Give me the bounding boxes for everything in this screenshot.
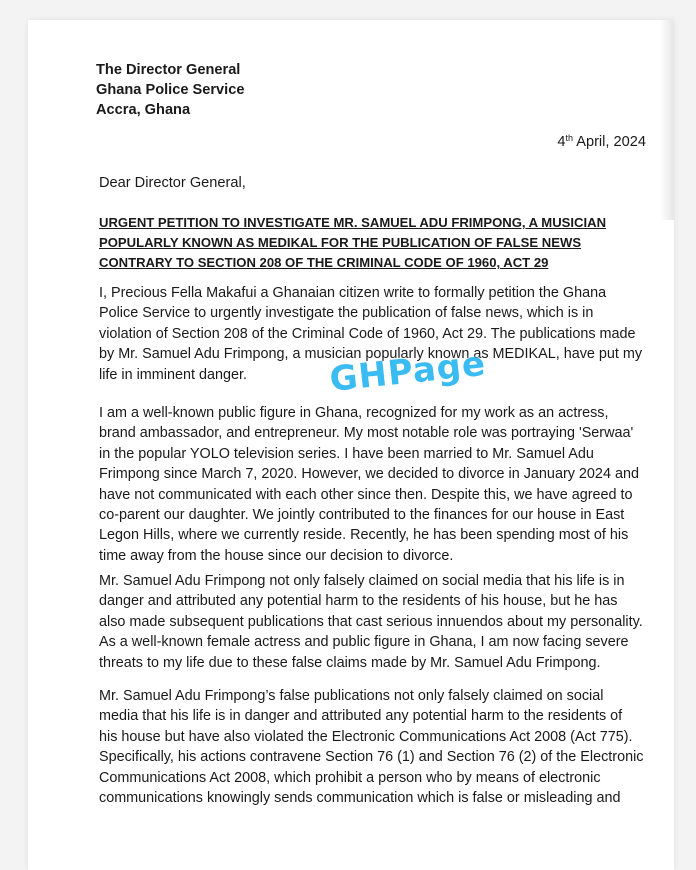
paragraph-line: his house but have also violated the Electronic Communications Act 2008 (Act 775). [99, 728, 633, 745]
paragraph-line: brand ambassador, and entrepreneur. My most notable role was portraying 'Serwaa' [99, 425, 634, 442]
paragraph-line: communications knowingly sends communication which is false or misleading and [99, 790, 621, 807]
date-month-year: April, 2024 [572, 134, 646, 150]
page-shadow [660, 20, 674, 220]
paragraph-line: As a well-known female actress and public figure in Ghana, I am now facing severe [99, 634, 629, 651]
subject-line: CONTRARY TO SECTION 208 OF THE CRIMINAL CODE OF 1960, ACT 29 [99, 255, 549, 270]
date-suffix: th [565, 133, 573, 143]
paragraph-line: violation of Section 208 of the Criminal Code of 1960, Act 29. The publications made [99, 325, 636, 342]
paragraph-line: Mr. Samuel Adu Frimpong’s false publications not only falsely claimed on social [99, 688, 604, 704]
paragraph-2 [99, 403, 659, 566]
ghpage-watermark: GHPage [327, 343, 488, 400]
paragraph-line: threats to my life due to these false claims made by Mr. Samuel Adu Frimpong. [99, 654, 601, 671]
letter-date [557, 133, 646, 150]
paragraph-line: Police Service to urgently investigate the publication of false news, which is in [99, 305, 594, 322]
paragraph-line: I am a well-known public figure in Ghana, recognized for my work as an actress, [99, 405, 609, 421]
paragraph-line: life in imminent danger. [99, 366, 247, 383]
recipient-address [96, 60, 244, 120]
subject-line: POPULARLY KNOWN AS MEDIKAL FOR THE PUBLICATION OF FALSE NEWS [99, 235, 582, 250]
letter-page [28, 20, 674, 870]
paragraph-line: Legon Hills, where we currently reside. Recently, he has been spending most of his [99, 527, 629, 544]
recipient-line: Accra, Ghana [96, 102, 191, 118]
paragraph-line: Mr. Samuel Adu Frimpong not only falsely claimed on social media that his life is in [99, 573, 625, 589]
recipient-line: The Director General [96, 62, 241, 78]
paragraph-line: Communications Act 2008, which prohibit a person who by means of electronic [99, 769, 601, 786]
paragraph-line: by Mr. Samuel Adu Frimpong, a musician popularly known as MEDIKAL, have put my [99, 346, 643, 363]
paragraph-line: have not communicated with each other since then. Despite this, we have agreed to [99, 486, 633, 503]
paragraph-line: in the popular YOLO television series. I have been married to Mr. Samuel Adu [99, 445, 594, 462]
paragraph-line: Specifically, his actions contravene Section 76 (1) and Section 76 (2) of the Electronic [99, 749, 644, 766]
paragraph-line: co-parent our daughter. We jointly contributed to the finances for our house in East [99, 507, 625, 524]
date-day: 4 [557, 134, 566, 150]
salutation: Dear Director General, [99, 175, 246, 191]
paragraph-line: time away from the house since our decision to divorce. [99, 547, 454, 564]
paragraph-line: also made subsequent publications that cast serious innuendos about my personality. [99, 613, 643, 630]
paragraph-line: media that his life is in danger and attributed any potential harm to the residents of [99, 708, 623, 725]
paragraph-3 [99, 571, 659, 673]
subject-line: URGENT PETITION TO INVESTIGATE MR. SAMUEL ADU FRIMPONG, A MUSICIAN [99, 215, 607, 230]
paragraph-line: Frimpong since March 7, 2020. However, we decided to divorce in January 2024 and [99, 466, 639, 483]
paragraph-line: I, Precious Fella Makafui a Ghanaian citizen write to formally petition the Ghana [99, 285, 607, 301]
recipient-line: Ghana Police Service [96, 82, 245, 98]
paragraph-4 [99, 686, 659, 808]
paragraph-line: danger and attributed any potential harm to the residents of his house, but he has [99, 593, 618, 610]
subject-heading [99, 213, 639, 273]
